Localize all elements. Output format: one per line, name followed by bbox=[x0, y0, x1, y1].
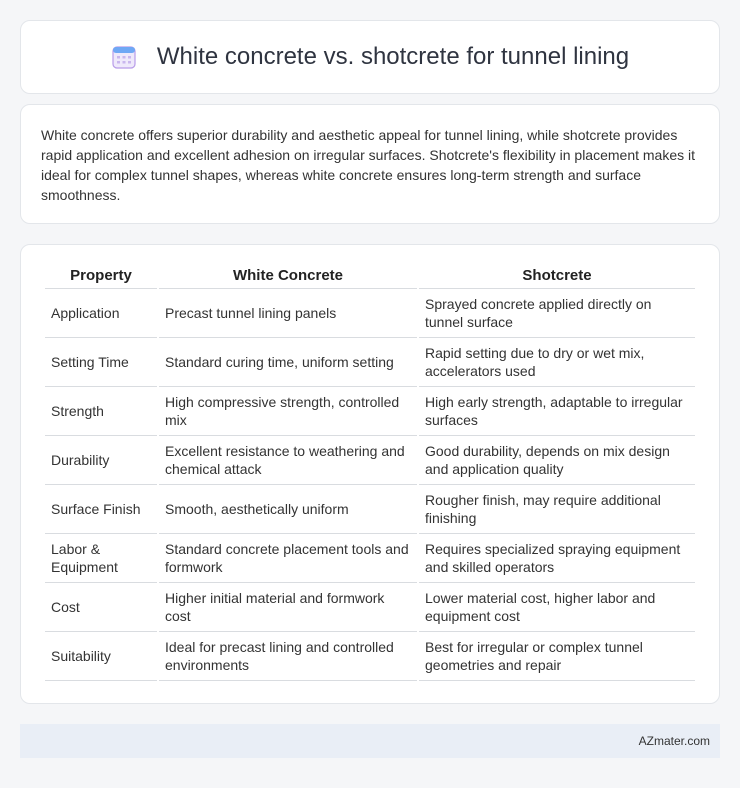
property-cell: Durability bbox=[45, 436, 157, 485]
table-header-row bbox=[45, 265, 695, 289]
title-wrap bbox=[111, 43, 629, 71]
table-row bbox=[45, 338, 695, 387]
white-concrete-cell: Higher initial material and formwork cost bbox=[159, 583, 417, 632]
white-concrete-cell: Smooth, aesthetically uniform bbox=[159, 485, 417, 534]
table-row bbox=[45, 387, 695, 436]
shotcrete-cell: Good durability, depends on mix design and application quality bbox=[419, 436, 695, 485]
footer-bar bbox=[20, 724, 720, 758]
white-concrete-cell: High compressive strength, controlled mix bbox=[159, 387, 417, 436]
shotcrete-cell: Sprayed concrete applied directly on tunnel surface bbox=[419, 289, 695, 338]
property-cell: Surface Finish bbox=[45, 485, 157, 534]
table-row bbox=[45, 632, 695, 681]
table-row bbox=[45, 485, 695, 534]
white-concrete-cell: Standard concrete placement tools and formwork bbox=[159, 534, 417, 583]
shotcrete-cell: Rougher finish, may require additional finishing bbox=[419, 485, 695, 534]
header-shotcrete: Shotcrete bbox=[419, 265, 695, 289]
header-white-concrete: White Concrete bbox=[159, 265, 417, 289]
header-property: Property bbox=[45, 265, 157, 289]
property-cell: Setting Time bbox=[45, 338, 157, 387]
calendar-icon bbox=[111, 44, 137, 70]
table-row bbox=[45, 583, 695, 632]
shotcrete-cell: Requires specialized spraying equipment and skilled operators bbox=[419, 534, 695, 583]
property-cell: Cost bbox=[45, 583, 157, 632]
intro-paragraph: White concrete offers superior durability and aesthetic appeal for tunnel lining, while shotcrete provides rapid application and excellent adhesion on irregular surfaces. Shotcrete's flexibility in placement makes it ideal for complex tunnel shapes, whereas white concrete ensures long-term strength and surface smoothness. bbox=[41, 127, 696, 203]
table-row bbox=[45, 289, 695, 338]
shotcrete-cell: High early strength, adaptable to irregular surfaces bbox=[419, 387, 695, 436]
property-cell: Labor & Equipment bbox=[45, 534, 157, 583]
comparison-table bbox=[43, 265, 697, 681]
property-cell: Strength bbox=[45, 387, 157, 436]
page-title: White concrete vs. shotcrete for tunnel lining bbox=[156, 43, 630, 70]
property-cell: Suitability bbox=[45, 632, 157, 681]
table-row bbox=[45, 534, 695, 583]
shotcrete-cell: Lower material cost, higher labor and equipment cost bbox=[419, 583, 695, 632]
white-concrete-cell: Standard curing time, uniform setting bbox=[159, 338, 417, 387]
shotcrete-cell: Best for irregular or complex tunnel geometries and repair bbox=[419, 632, 695, 681]
table-row bbox=[45, 436, 695, 485]
white-concrete-cell: Excellent resistance to weathering and chemical attack bbox=[159, 436, 417, 485]
white-concrete-cell: Precast tunnel lining panels bbox=[159, 289, 417, 338]
shotcrete-cell: Rapid setting due to dry or wet mix, accelerators used bbox=[419, 338, 695, 387]
white-concrete-cell: Ideal for precast lining and controlled environments bbox=[159, 632, 417, 681]
property-cell: Application bbox=[45, 289, 157, 338]
footer-brand: AZmater.com bbox=[638, 734, 710, 748]
comparison-card bbox=[20, 244, 720, 704]
title-card bbox=[20, 20, 720, 94]
intro-card bbox=[20, 104, 720, 224]
